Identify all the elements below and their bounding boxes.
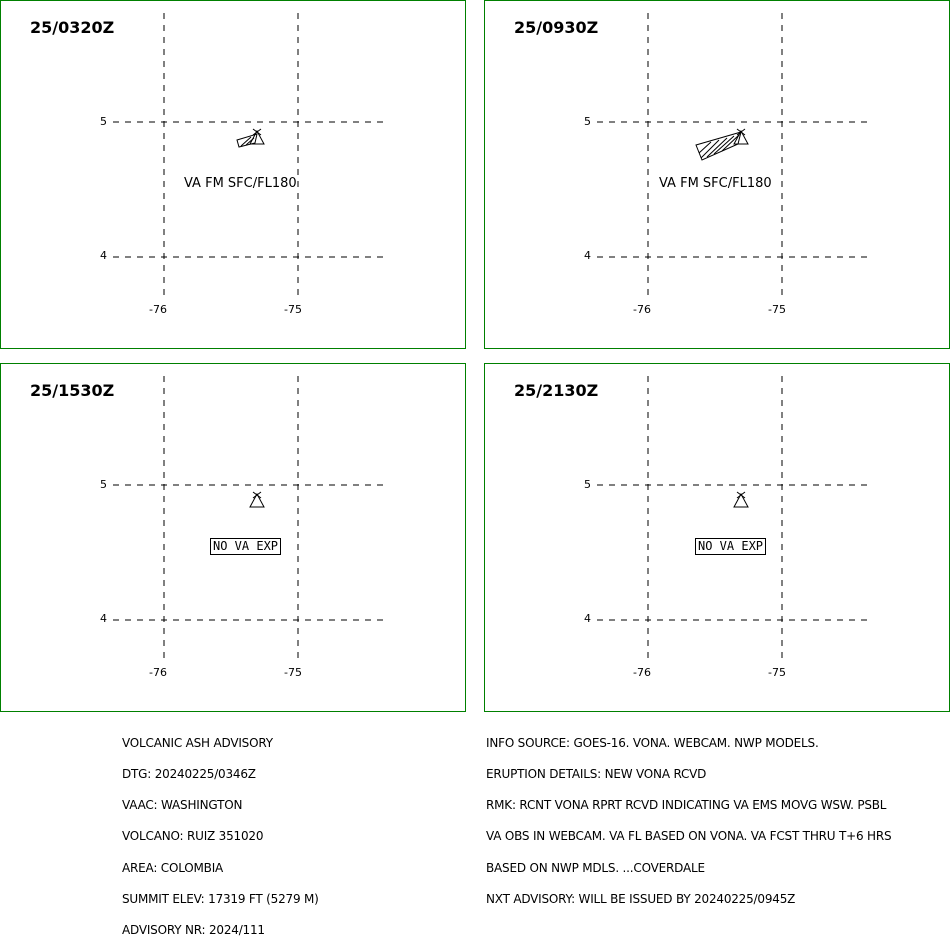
va-level-label: VA FM SFC/FL180 bbox=[659, 176, 772, 191]
remarks-line: VA OBS IN WEBCAM. VA FL BASED ON VONA. VA FCST THRU T+6 HRS bbox=[486, 829, 892, 844]
lon-label: -75 bbox=[284, 303, 302, 316]
lat-label: 5 bbox=[100, 478, 107, 491]
lat-label: 4 bbox=[100, 249, 107, 262]
advisory-title: VOLCANIC ASH ADVISORY bbox=[122, 735, 273, 750]
advisory-header-block bbox=[122, 717, 319, 946]
forecast-panel-4 bbox=[484, 363, 950, 712]
advisory-vaac: VAAC: WASHINGTON bbox=[122, 798, 243, 813]
va-level-label: VA FM SFC/FL180 bbox=[184, 176, 297, 191]
volcano-icon bbox=[250, 492, 264, 507]
lat-label: 5 bbox=[584, 115, 591, 128]
remarks-line: BASED ON NWP MDLS. ...COVERDALE bbox=[486, 860, 705, 875]
lat-label: 4 bbox=[584, 612, 591, 625]
volcano-icon bbox=[734, 129, 748, 144]
no-va-expected-box: NO VA EXP bbox=[695, 538, 766, 555]
lat-label: 5 bbox=[584, 478, 591, 491]
no-va-expected-box: NO VA EXP bbox=[210, 538, 281, 555]
lon-label: -76 bbox=[149, 666, 167, 679]
lon-label: -76 bbox=[633, 666, 651, 679]
advisory-summit-elev: SUMMIT ELEV: 17319 FT (5279 M) bbox=[122, 891, 319, 906]
volcano-icon bbox=[250, 129, 264, 144]
lat-label: 5 bbox=[100, 115, 107, 128]
forecast-panel-1 bbox=[0, 0, 466, 349]
advisory-dtg: DTG: 20240225/0346Z bbox=[122, 767, 256, 782]
lat-label: 4 bbox=[100, 612, 107, 625]
valid-time: 25/1530Z bbox=[30, 381, 115, 400]
lon-label: -75 bbox=[768, 666, 786, 679]
lat-label: 4 bbox=[584, 249, 591, 262]
forecast-panel-3 bbox=[0, 363, 466, 712]
forecast-panel-2 bbox=[484, 0, 950, 349]
eruption-details: ERUPTION DETAILS: NEW VONA RCVD bbox=[486, 767, 707, 782]
remarks-line: RMK: RCNT VONA RPRT RCVD INDICATING VA EMS MOVG WSW. PSBL bbox=[486, 798, 887, 813]
ash-hatch bbox=[722, 135, 739, 151]
volcano-icon bbox=[734, 492, 748, 507]
next-advisory: NXT ADVISORY: WILL BE ISSUED BY 20240225/0945Z bbox=[486, 891, 796, 906]
valid-time: 25/0930Z bbox=[514, 18, 599, 37]
lon-label: -75 bbox=[768, 303, 786, 316]
info-source: INFO SOURCE: GOES-16. VONA. WEBCAM. NWP MODELS. bbox=[486, 735, 819, 750]
valid-time: 25/0320Z bbox=[30, 18, 115, 37]
advisory-number: ADVISORY NR: 2024/111 bbox=[122, 923, 265, 938]
lon-label: -75 bbox=[284, 666, 302, 679]
lon-label: -76 bbox=[633, 303, 651, 316]
advisory-volcano: VOLCANO: RUIZ 351020 bbox=[122, 829, 264, 844]
lon-label: -76 bbox=[149, 303, 167, 316]
advisory-remarks-block bbox=[486, 717, 891, 915]
valid-time: 25/2130Z bbox=[514, 381, 599, 400]
advisory-area: AREA: COLOMBIA bbox=[122, 860, 224, 875]
